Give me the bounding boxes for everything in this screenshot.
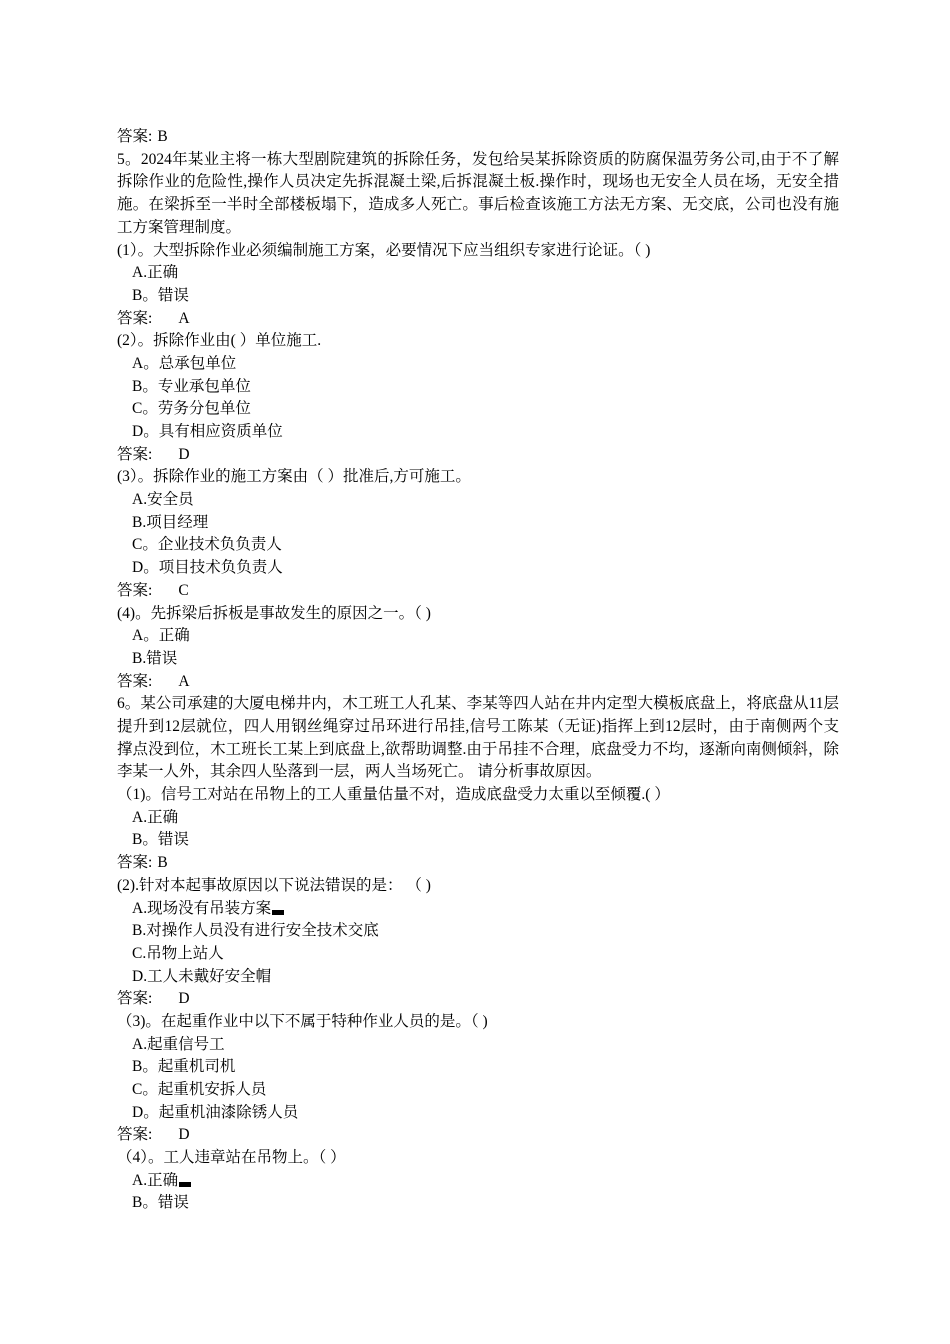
option-text: D。项目技术负负责人 — [132, 559, 283, 577]
option-line — [117, 920, 839, 943]
case-paragraph-text: 5。2024年某业主将一栋大型剧院建筑的拆除任务，发包给吴某拆除资质的防腐保温劳务公司,由于不了解拆除作业的危险性,操作人员决定先拆混凝土梁,后拆混凝土板.操作时，现场也无安全人员在场，无安全措施。在梁拆至一半时全部楼板塌下，造成多人死亡。事后检查该施工方法无方案、无交底，公司也没有施工方案管理制度。 — [117, 150, 839, 236]
option-line — [117, 943, 839, 966]
option-text: B.项目经理 — [132, 513, 209, 531]
answer-label: 答案: — [117, 309, 153, 327]
case-paragraph-text: 6。某公司承建的大厦电梯井内，木工班工人孔某、李某等四人站在井内定型大模板底盘上，将底盘从11层提升到12层就位，四人用钢丝绳穿过吊环进行吊挂,信号工陈某（无证)指挥上到12层时，由于南侧两个支撑点没到位，木工班长工某上到底盘上,欲帮助调整.由于吊挂不合理，底盘受力不均，逐渐向南侧倾斜，除李某一人外，其余四人坠落到一层，两人当场死亡。 请分析事故原因。 — [117, 695, 839, 781]
option-line — [117, 557, 839, 580]
question-line — [117, 466, 839, 489]
option-line — [117, 285, 839, 308]
option-text: B。错误 — [132, 831, 189, 849]
option-line — [117, 1056, 839, 1079]
answer-label: 答案: — [117, 672, 153, 690]
answer-line — [117, 671, 839, 694]
answer-line — [117, 308, 839, 331]
answer-value: B — [157, 854, 168, 872]
answer-label: 答案: — [117, 445, 153, 463]
option-text: C。起重机安拆人员 — [132, 1081, 267, 1098]
option-line — [117, 262, 839, 285]
option-text: A。总承包单位 — [132, 354, 237, 372]
answer-label: 答案: — [117, 128, 153, 145]
question-text: (1）。大型拆除作业必须编制施工方案，必要情况下应当组织专家进行论证。（ ) — [117, 241, 651, 259]
option-line — [117, 534, 839, 557]
question-line — [117, 330, 839, 353]
option-text: B.错误 — [132, 649, 178, 667]
option-line — [117, 1034, 839, 1057]
option-text: A.正确 — [132, 264, 179, 282]
option-text: A.现场没有吊装方案 — [132, 899, 272, 917]
option-text: D.工人未戴好安全帽 — [132, 967, 272, 985]
answer-value: D — [178, 1126, 190, 1144]
option-line — [117, 1192, 839, 1215]
option-text: A。正确 — [132, 627, 190, 645]
option-line — [117, 353, 839, 376]
question-line — [117, 1011, 839, 1034]
question-line — [117, 240, 839, 263]
option-line — [117, 421, 839, 444]
answer-line — [117, 580, 839, 603]
answer-line — [117, 988, 839, 1011]
answer-label: 答案: — [117, 854, 153, 872]
question-line — [117, 1147, 839, 1170]
case-paragraph — [117, 693, 839, 784]
answer-line — [117, 852, 839, 875]
document-page — [117, 126, 839, 1215]
question-text: (2）。拆除作业由( ）单位施工. — [117, 332, 322, 350]
option-text: B。起重机司机 — [132, 1058, 236, 1076]
question-line — [117, 875, 839, 898]
option-line — [117, 1102, 839, 1125]
answer-value: B — [157, 128, 168, 145]
question-text: (4)。先拆梁后拆板是事故发生的原因之一。（ ) — [117, 604, 431, 622]
option-line — [117, 966, 839, 989]
question-line — [117, 784, 839, 807]
option-line — [117, 648, 839, 671]
answer-label: 答案: — [117, 1126, 153, 1144]
answer-value: D — [178, 990, 190, 1008]
answer-value: C — [178, 581, 189, 599]
option-text: B.对操作人员没有进行安全技术交底 — [132, 922, 379, 940]
ink-mark-icon — [272, 910, 284, 915]
question-text: （4）。工人违章站在吊物上。（ ） — [117, 1149, 346, 1167]
case-paragraph — [117, 149, 839, 240]
question-text: (2).针对本起事故原因以下说法错误的是： （ ) — [117, 876, 431, 894]
option-text: C.吊物上站人 — [132, 944, 224, 962]
question-text: （1)。信号工对站在吊物上的工人重量估量不对，造成底盘受力太重以至倾覆.( ） — [117, 786, 670, 804]
answer-value: D — [178, 445, 190, 463]
ink-mark-icon — [179, 1182, 191, 1187]
option-text: D。起重机油漆除锈人员 — [132, 1103, 299, 1121]
option-line — [117, 807, 839, 830]
option-line — [117, 1079, 839, 1102]
option-text: A.正确 — [132, 1171, 179, 1189]
question-text: (3）。拆除作业的施工方案由（ ）批准后,方可施工。 — [117, 468, 471, 486]
option-line — [117, 512, 839, 535]
option-line — [117, 398, 839, 421]
question-line — [117, 603, 839, 626]
option-text: A.安全员 — [132, 491, 194, 509]
option-text: B。专业承包单位 — [132, 377, 251, 395]
option-text: C。劳务分包单位 — [132, 400, 251, 418]
answer-line — [117, 126, 839, 149]
option-text: D。具有相应资质单位 — [132, 423, 283, 440]
option-text: C。企业技术负负责人 — [132, 536, 282, 554]
option-line — [117, 376, 839, 399]
option-text: B。错误 — [132, 1194, 189, 1212]
option-line — [117, 625, 839, 648]
answer-label: 答案: — [117, 990, 153, 1008]
option-line — [117, 1170, 839, 1193]
answer-line — [117, 444, 839, 467]
answer-line — [117, 1124, 839, 1147]
option-text: B。错误 — [132, 286, 189, 304]
option-line — [117, 489, 839, 512]
question-text: （3)。在起重作业中以下不属于特种作业人员的是。（ ) — [117, 1012, 488, 1030]
option-line — [117, 829, 839, 852]
answer-label: 答案: — [117, 581, 153, 599]
answer-value: A — [178, 672, 190, 690]
option-line — [117, 898, 839, 921]
option-text: A.起重信号工 — [132, 1035, 225, 1053]
option-text: A.正确 — [132, 808, 179, 826]
answer-value: A — [178, 309, 190, 327]
